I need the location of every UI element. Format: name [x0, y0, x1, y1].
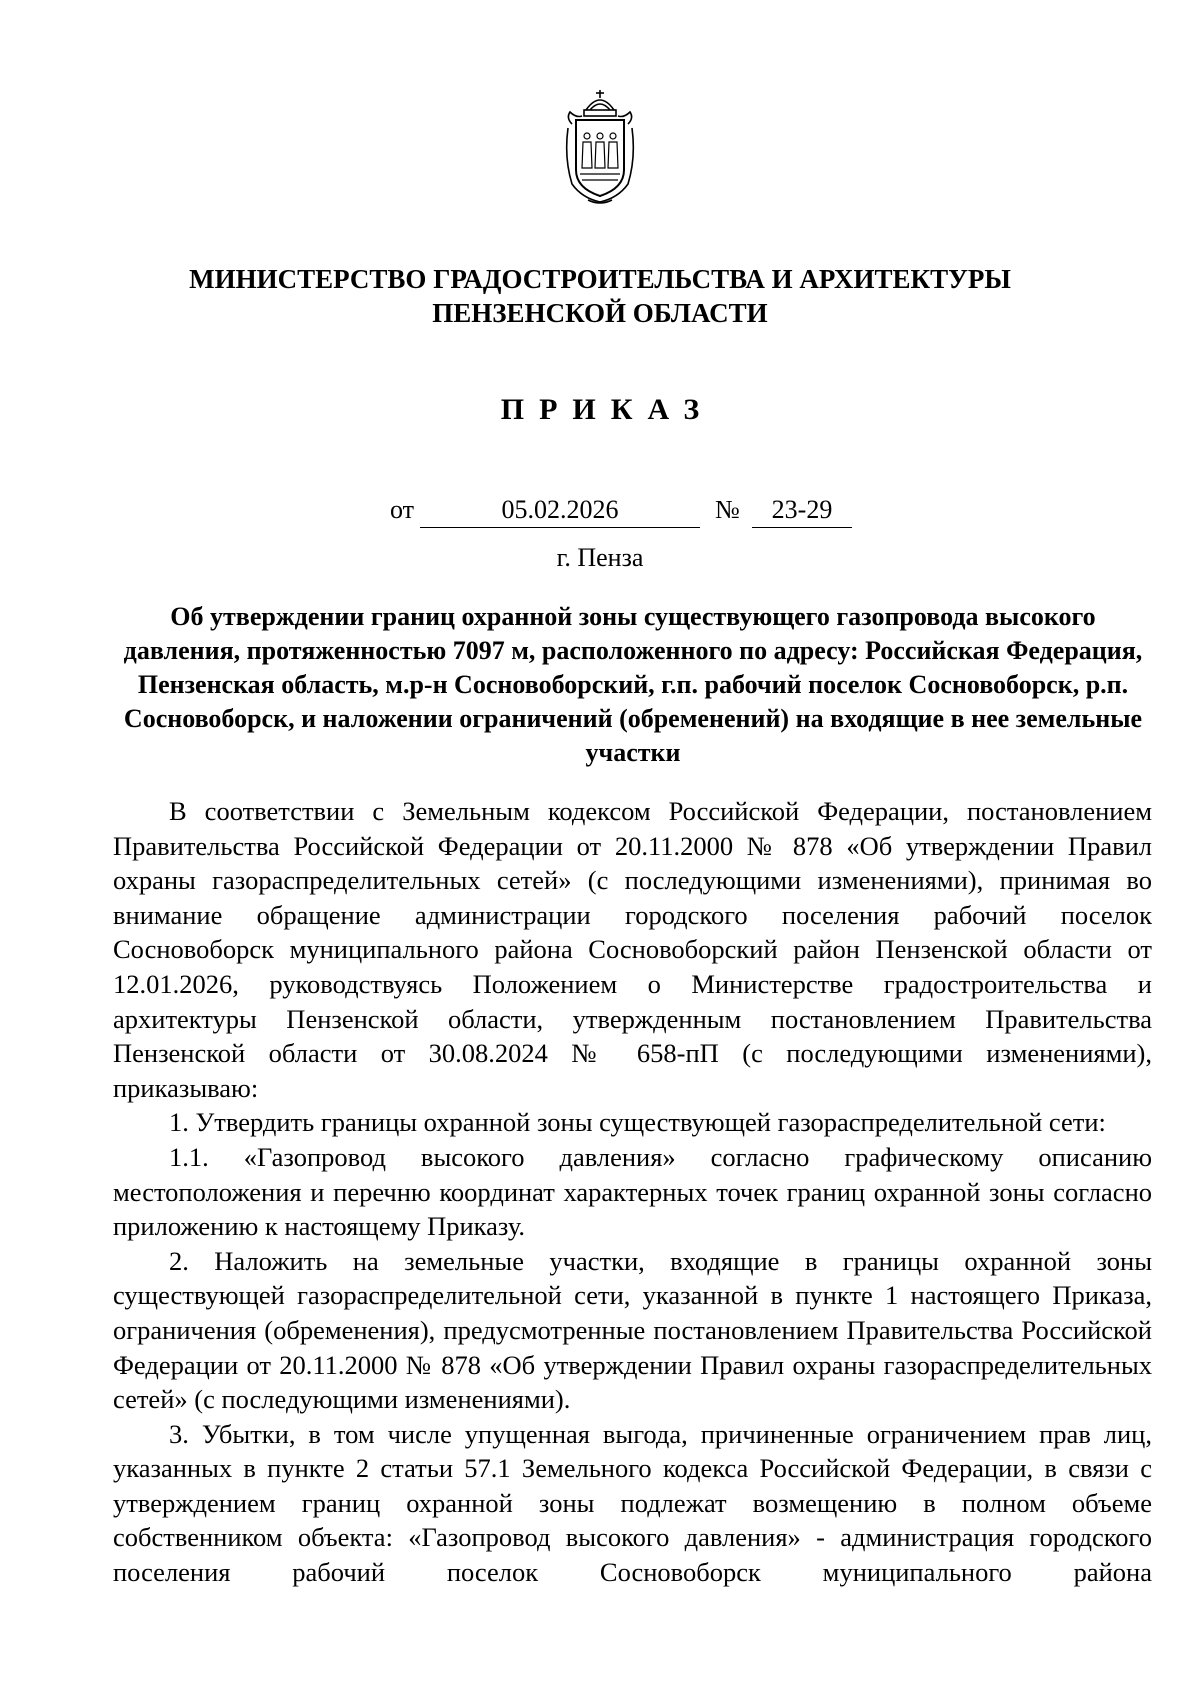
ministry-name-line1: МИНИСТЕРСТВО ГРАДОСТРОИТЕЛЬСТВА И АРХИТЕКТУРЫ [189, 264, 1011, 294]
document-type-title: ПРИКАЗ [500, 393, 715, 426]
item-3-paragraph: 3. Убытки, в том числе упущенная выгода, причиненные ограничением прав лиц, указанных в пункте 2 статьи 57.1 Земельного кодекса Российской Федерации, в связи с утверждением границ охранной зоны подлежат возмещению в полном объеме собственником объекта: «Газопровод высокого давления» - администрация городского поселения рабочий поселок Сосновоборск муниципального района [113, 1418, 1152, 1588]
item-1-1-paragraph: 1.1. «Газопровод высокого давления» согласно графическому описанию местоположения и перечню координат характерных точек границ охранной зоны согласно приложению к настоящему Приказу. [113, 1141, 1152, 1242]
city-name: г. Пенза [556, 543, 644, 572]
item-1-paragraph: 1. Утвердить границы охранной зоны существующей газораспределительной сети: [169, 1107, 1106, 1138]
preamble-paragraph: В соответствии с Земельным кодексом Российской Федерации, постановлением Правительства Российской Федерации от 20.11.2000 № 878 «Об утверждении Правил охраны газораспределительных сетей» (с последующими изменениями), принимая во внимание обращение администрации городского поселения рабочий поселок Сосновоборск муниципального района Сосновоборский район Пензенской области от 12.01.2026, руководствуясь Положением о Министерстве градостроительства и архитектуры Пензенской области, утвержденным постановлением Правительства Пензенской области от 30.08.2024 № 658-пП (с последующими изменениями), приказываю: [113, 796, 1152, 1103]
item-2-paragraph: 2. Наложить на земельные участки, входящие в границы охранной зоны существующей газораспределительной сети, указанной в пункте 1 настоящего Приказа, ограничения (обременения), предусмотренные постановлением Правительства Российской Федерации от 20.11.2000 № 878 «Об утверждении Правил охраны газораспределительных сетей» (с последующими изменениями). [113, 1245, 1152, 1415]
document-body [113, 794, 1152, 1590]
coat-of-arms-icon [562, 88, 638, 206]
ministry-name-line2: ПЕНЗЕНСКОЙ ОБЛАСТИ [432, 298, 768, 328]
document-date: 05.02.2026 [420, 494, 700, 528]
document-subject: Об утверждении границ охранной зоны существующего газопровода высокого давления, протяженностью 7097 м, расположенного по адресу: Российская Федерация, Пензенская область, м.р-н Сосновоборский, г.п. рабочий поселок Сосновоборск, р.п. Сосновоборск, и наложении ограничений (обременений) на входящие в нее земельные участки [123, 602, 1143, 767]
document-number: 23-29 [752, 494, 852, 528]
number-label: № [715, 495, 740, 524]
from-label: от [390, 495, 415, 524]
